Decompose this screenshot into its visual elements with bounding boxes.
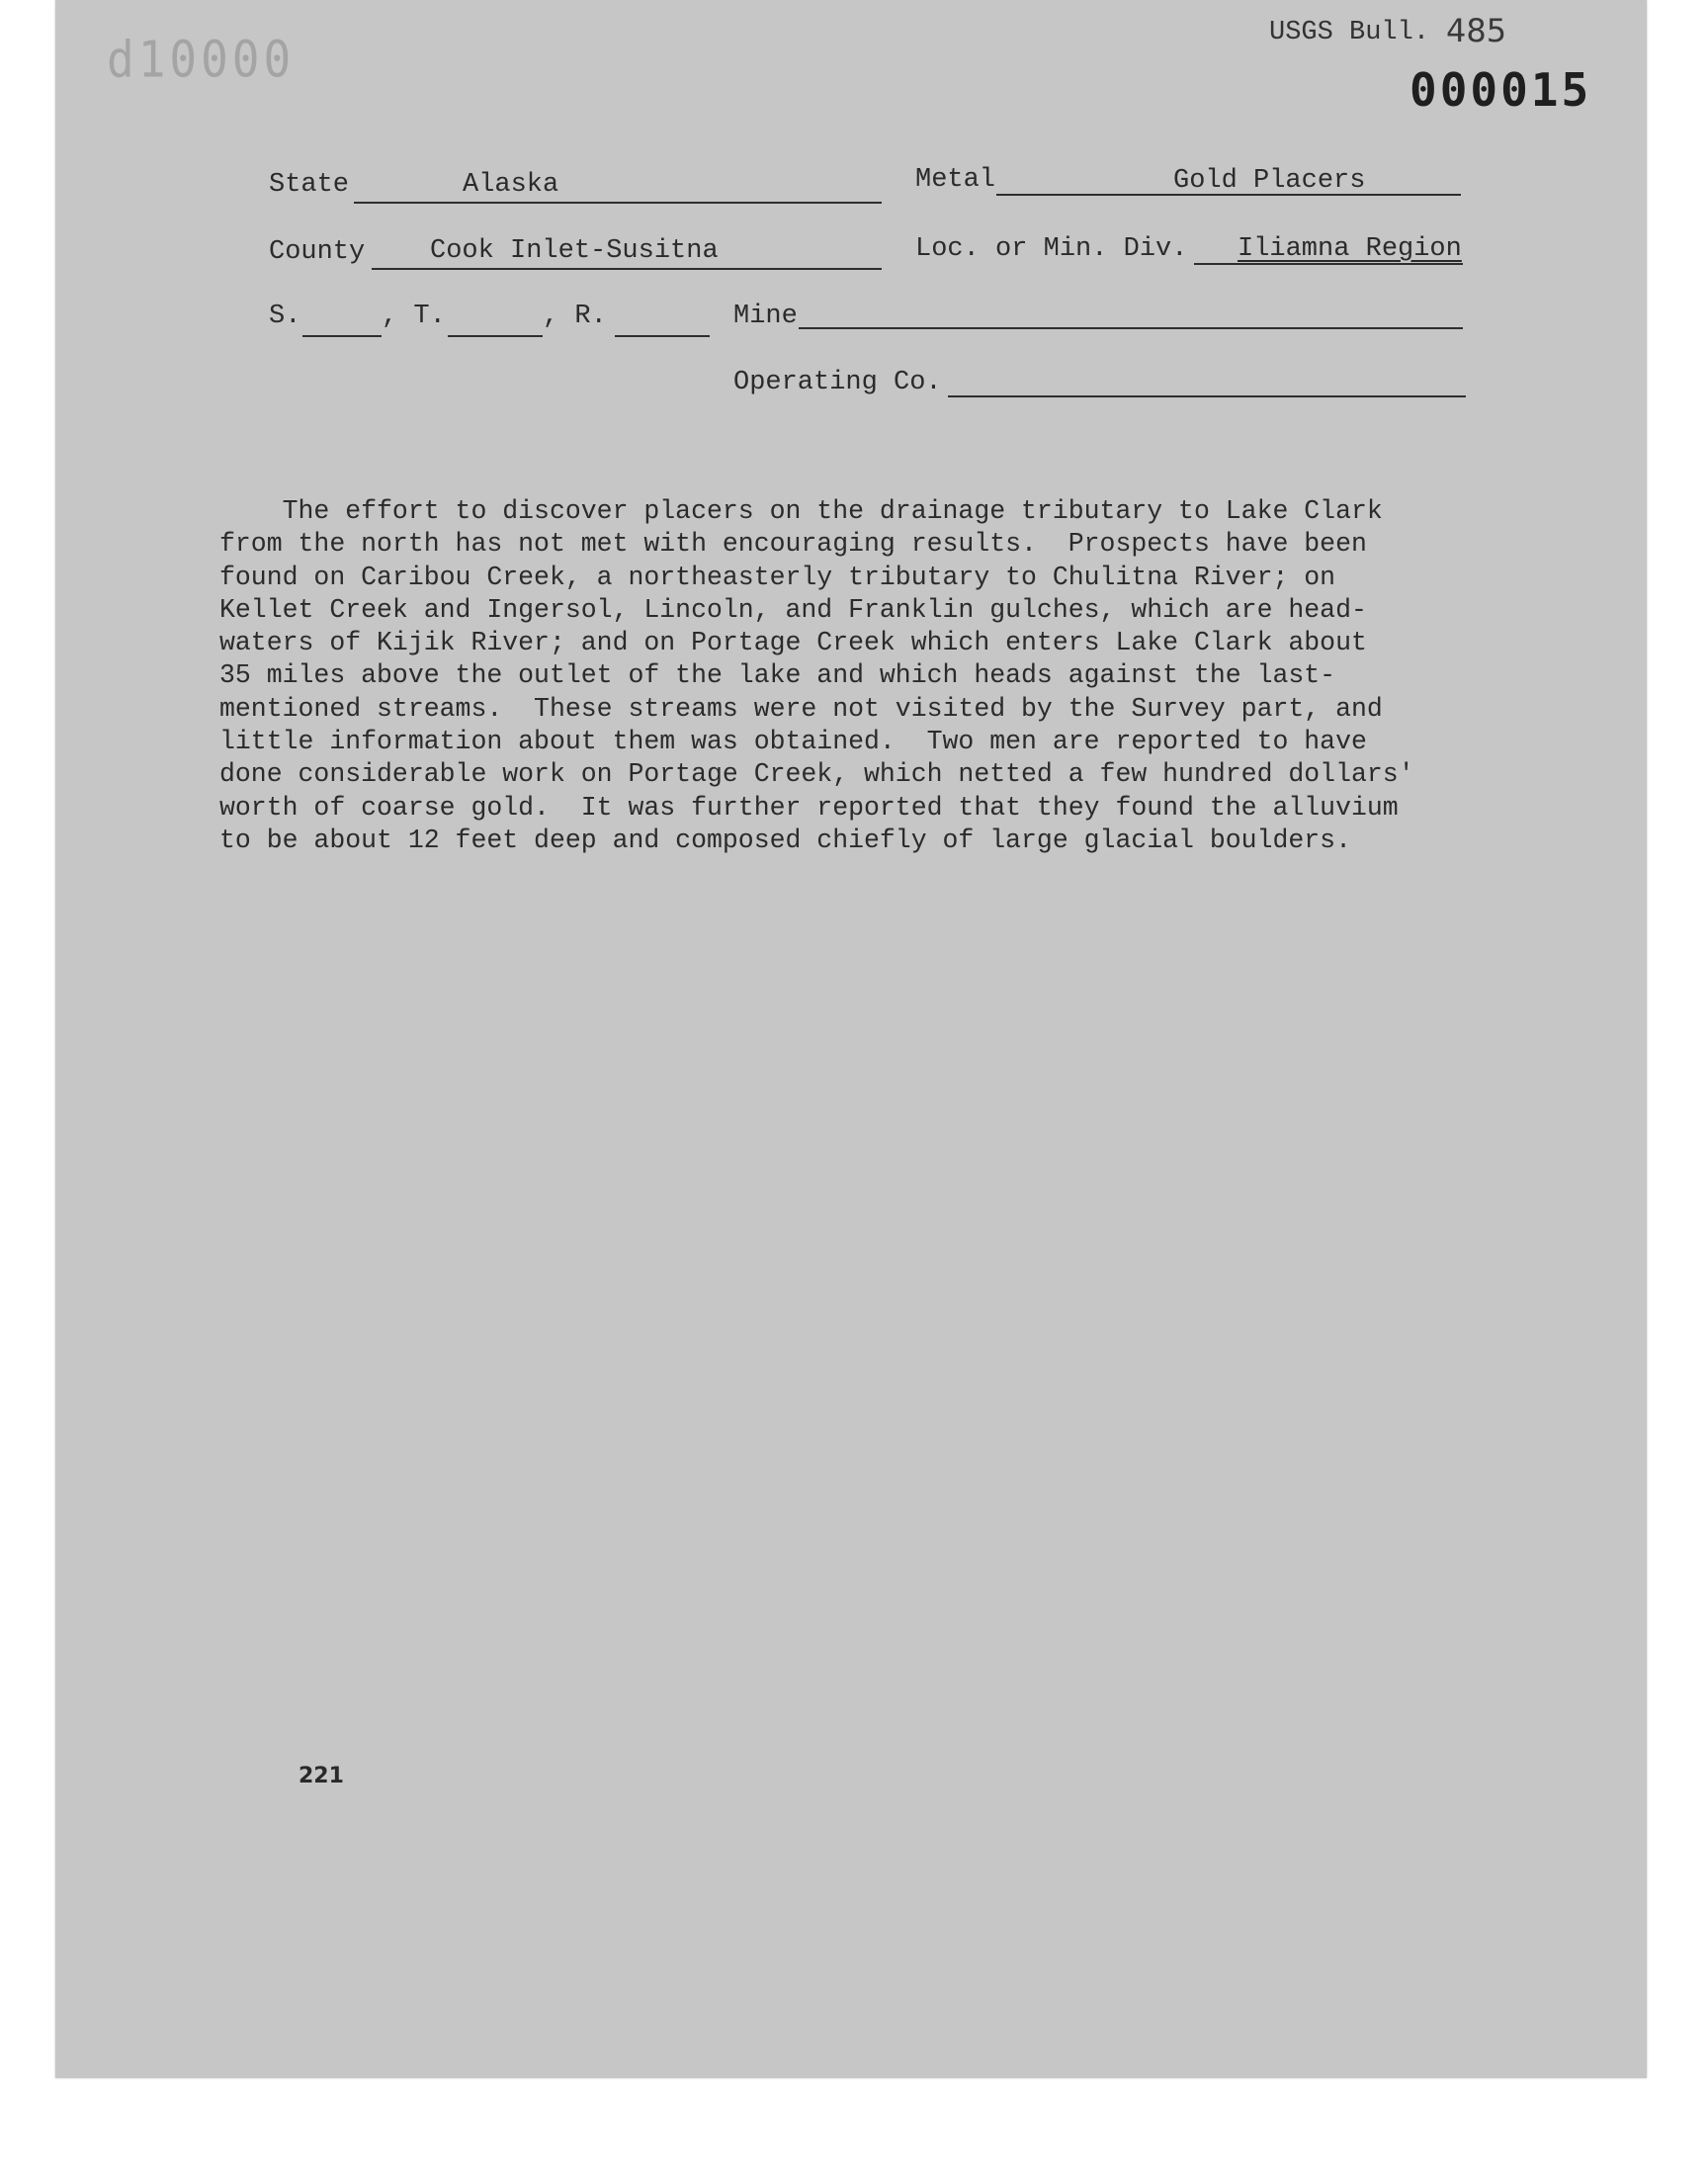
state-value: Alaska bbox=[463, 170, 559, 200]
text-line: mentioned streams. These streams were not visited by the Survey part, and bbox=[219, 693, 1383, 724]
text-line: The effort to discover placers on the drainage tributary to Lake Clark bbox=[219, 496, 1383, 526]
mine-label: Mine bbox=[733, 302, 798, 331]
text-line: 35 miles above the outlet of the lake and which heads against the last- bbox=[219, 660, 1336, 691]
state-label: State bbox=[269, 170, 350, 200]
bulletin-label: USGS Bull. bbox=[1269, 18, 1430, 47]
description-paragraph bbox=[219, 495, 1504, 857]
text-line: waters of Kijik River; and on Portage Creek which enters Lake Clark about bbox=[219, 628, 1367, 658]
state-line bbox=[354, 202, 882, 204]
section-label: S. bbox=[269, 302, 301, 331]
county-line bbox=[372, 268, 882, 270]
text-line: done considerable work on Portage Creek, which netted a few hundred dollars' bbox=[219, 759, 1414, 790]
county-label: County bbox=[269, 237, 366, 267]
section-line bbox=[302, 335, 382, 337]
township-line bbox=[448, 335, 543, 337]
loc-label: Loc. or Min. Div. bbox=[915, 234, 1188, 264]
text-line: to be about 12 feet deep and composed chiefly of large glacial boulders. bbox=[219, 825, 1351, 855]
text-line: worth of coarse gold. It was further reported that they found the alluvium bbox=[219, 792, 1399, 823]
page-number: 221 bbox=[299, 1764, 344, 1788]
operating-co-label: Operating Co. bbox=[733, 368, 942, 397]
text-line: found on Caribou Creek, a northeasterly tributary to Chulitna River; on bbox=[219, 562, 1336, 592]
range-label: , R. bbox=[543, 302, 607, 331]
text-line: Kellet Creek and Ingersol, Lincoln, and Franklin gulches, which are head- bbox=[219, 594, 1367, 625]
county-value: Cook Inlet-Susitna bbox=[430, 236, 719, 266]
township-label: , T. bbox=[382, 302, 446, 331]
text-line: little information about them was obtained. Two men are reported to have bbox=[219, 727, 1367, 757]
serial-number: 000015 bbox=[1409, 63, 1592, 117]
range-line bbox=[615, 335, 710, 337]
mine-line bbox=[799, 327, 1463, 329]
faded-stamp: d10000 bbox=[107, 30, 296, 89]
operating-co-line bbox=[948, 395, 1466, 397]
text-line: from the north has not met with encouraging results. Prospects have been bbox=[219, 529, 1367, 560]
document-page bbox=[55, 0, 1647, 2078]
bulletin-number: 485 bbox=[1446, 12, 1507, 49]
metal-label: Metal bbox=[915, 165, 996, 195]
metal-value: Gold Placers bbox=[1173, 166, 1366, 196]
loc-value: Iliamna Region bbox=[1238, 234, 1462, 264]
